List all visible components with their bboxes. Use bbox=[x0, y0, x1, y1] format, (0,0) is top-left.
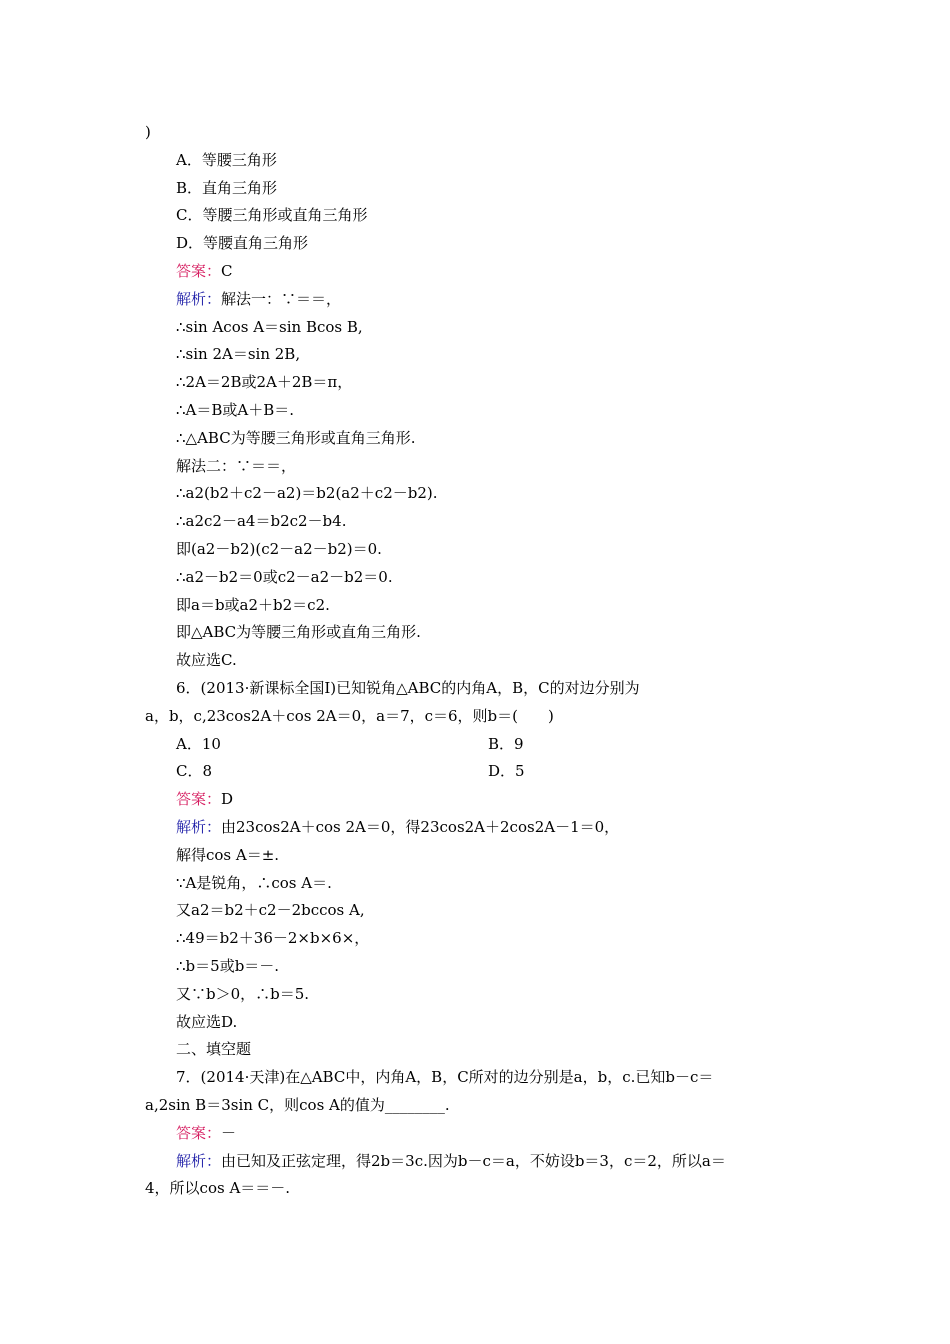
solution-step: ∴49＝b2＋36－2×b×6×， bbox=[176, 929, 370, 947]
answer-value: － bbox=[221, 1124, 237, 1142]
answer-line bbox=[176, 1122, 236, 1144]
solution-step: ∴A＝B或A＋B＝. bbox=[176, 401, 295, 419]
solution-step: 由23cos2A＋cos 2A＝0，得23cos2A＋2cos2A－1＝0， bbox=[221, 818, 620, 836]
solution-step: ∴a2－b2＝0或c2－a2－b2＝0. bbox=[176, 568, 393, 586]
answer-label: 答案： bbox=[176, 790, 222, 808]
answer-value: C bbox=[221, 262, 233, 280]
solution-step: 即(a2－b2)(c2－a2－b2)＝0. bbox=[176, 540, 382, 558]
analysis-line bbox=[176, 816, 619, 838]
question-stem-cont: a，b，c,23cos2A＋cos 2A＝0，a＝7，c＝6，则b＝( ) bbox=[145, 707, 554, 725]
option-b: B．9 bbox=[488, 735, 524, 753]
analysis-label: 解析： bbox=[176, 1152, 222, 1170]
conclusion: 故应选D. bbox=[176, 1013, 238, 1031]
answer-line bbox=[176, 260, 233, 282]
answer-value: D bbox=[221, 790, 234, 808]
options-row bbox=[176, 733, 676, 755]
solution-step: ∴△ABC为等腰三角形或直角三角形. bbox=[176, 429, 416, 447]
answer-label: 答案： bbox=[176, 1124, 222, 1142]
solution-step: 即a＝b或a2＋b2＝c2. bbox=[176, 596, 330, 614]
solution-step: ∵A是锐角，∴cos A＝. bbox=[176, 874, 332, 892]
analysis-label: 解析： bbox=[176, 818, 222, 836]
analysis-line bbox=[176, 1150, 726, 1172]
question-stem-cont: a,2sin B＝3sin C，则cos A的值为________. bbox=[145, 1096, 450, 1114]
option-c: C．8 bbox=[176, 762, 213, 780]
conclusion: 故应选C. bbox=[176, 651, 237, 669]
option-b: B．直角三角形 bbox=[176, 179, 278, 197]
solution-step: ∴sin 2A＝sin 2B, bbox=[176, 345, 301, 363]
solution-step: ∴sin Acos A＝sin Bcos B, bbox=[176, 318, 363, 336]
method2-title: 解法二：∵＝＝， bbox=[176, 457, 297, 475]
solution-step: ∴b＝5或b＝－. bbox=[176, 957, 280, 975]
solution-step: 4，所以cos A＝＝－. bbox=[145, 1179, 291, 1197]
question-stem: 6．(2013·新课标全国Ⅰ)已知锐角△ABC的内角A，B，C的对边分别为 bbox=[176, 679, 640, 697]
solution-step: 解得cos A＝±. bbox=[176, 846, 280, 864]
solution-step: ∴2A＝2B或2A＋2B＝π， bbox=[176, 373, 353, 391]
solution-step: 又∵b＞0，∴b＝5. bbox=[176, 985, 310, 1003]
solution-step: 即△ABC为等腰三角形或直角三角形. bbox=[176, 623, 421, 641]
answer-line bbox=[176, 788, 233, 810]
analysis-line bbox=[176, 288, 341, 310]
option-c: C．等腰三角形或直角三角形 bbox=[176, 206, 368, 224]
solution-step: ∴a2c2－a4＝b2c2－b4. bbox=[176, 512, 347, 530]
method1-title: 解法一：∵＝＝， bbox=[221, 290, 342, 308]
solution-step: 由已知及正弦定理，得2b＝3c.因为b－c＝a，不妨设b＝3，c＝2，所以a＝ bbox=[221, 1152, 726, 1170]
solution-step: ∴a2(b2＋c2－a2)＝b2(a2＋c2－b2). bbox=[176, 484, 438, 502]
question-paren: ) bbox=[145, 123, 151, 141]
option-a: A．10 bbox=[176, 735, 221, 753]
section-heading: 二、填空题 bbox=[176, 1040, 252, 1058]
option-d: D．等腰直角三角形 bbox=[176, 234, 309, 252]
options-row bbox=[176, 760, 676, 782]
solution-step: 又a2＝b2＋c2－2bccos A, bbox=[176, 901, 365, 919]
question-stem: 7．(2014·天津)在△ABC中，内角A，B，C所对的边分别是a，b，c.已知b－c＝ bbox=[176, 1068, 714, 1086]
analysis-label: 解析： bbox=[176, 290, 222, 308]
option-d: D．5 bbox=[488, 762, 525, 780]
option-a: A．等腰三角形 bbox=[176, 151, 277, 169]
answer-label: 答案： bbox=[176, 262, 222, 280]
